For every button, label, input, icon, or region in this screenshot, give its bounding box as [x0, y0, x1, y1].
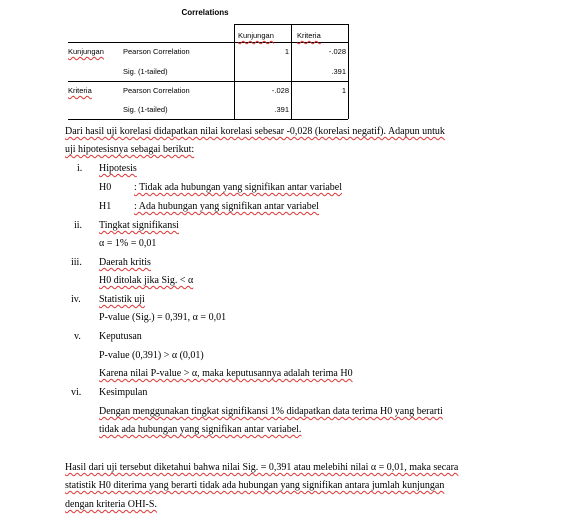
row-group-label: Kriteria: [68, 86, 92, 95]
table-cell: -.028: [328, 47, 346, 56]
table-cell: 1: [284, 47, 289, 56]
col-header-kriteria: Kriteria: [297, 31, 321, 40]
row-stat-label: Sig. (1-tailed): [123, 67, 168, 76]
final-paragraph-line-2: statistik H0 diterima yang berarti tidak ada hubungan yang signifikan antara jumlah kunjungan: [65, 480, 445, 491]
h0-text: : Tidak ada hubungan yang signifikan antar variabel: [134, 182, 343, 193]
table-cell: 1: [341, 86, 346, 95]
list-number: v.: [74, 331, 81, 342]
intro-line-2: uji hipotesisnya sebagai berikut:: [65, 144, 195, 155]
conclusion-line-2: tidak ada hubungan yang signifikan antar variabel.: [99, 424, 302, 435]
conclusion-line-1: Dengan menggunakan tingkat signifikansi 1% didapatkan data terima H0 yang berarti: [99, 406, 443, 417]
row-stat-label: Pearson Correlation: [123, 47, 190, 56]
section-title-signifikansi: Tingkat signifikansi: [99, 220, 179, 231]
row-group-label: Kunjungan: [68, 47, 104, 56]
list-number: iii.: [71, 257, 82, 268]
h1-label: H1: [99, 201, 112, 212]
table-cell: -.028: [271, 86, 289, 95]
row-stat-label: Sig. (1-tailed): [123, 105, 168, 114]
alpha-line: α = 1% = 0,01: [99, 238, 157, 249]
section-title-keputusan: Keputusan: [99, 331, 142, 342]
intro-line-1: Dari hasil uji korelasi didapatkan nilai korelasi sebesar -0,028 (korelasi negatif). Adapun untuk: [65, 126, 445, 137]
list-number: vi.: [71, 387, 82, 398]
table-cell: .391: [331, 67, 346, 76]
list-number: i.: [77, 163, 83, 174]
h1-text: : Ada hubungan yang signifikan antar variabel: [134, 201, 319, 212]
table-title: Correlations: [181, 8, 229, 17]
statistic-line: P-value (Sig.) = 0,391, α = 0,01: [99, 312, 227, 323]
section-title-daerah-kritis: Daerah kritis: [99, 257, 151, 268]
critical-region-line: H0 ditolak jika Sig. < α: [99, 275, 194, 286]
decision-line-2: Karena nilai P-value > α, maka keputusannya adalah terima H0: [99, 368, 353, 379]
final-paragraph-line-3: dengan kriteria OHI-S.: [65, 499, 157, 510]
section-title-hipotesis: Hipotesis: [99, 163, 137, 174]
list-number: iv.: [71, 294, 81, 305]
table-cell: .391: [274, 105, 289, 114]
list-number: ii.: [74, 220, 83, 231]
section-title-kesimpulan: Kesimpulan: [99, 387, 148, 398]
final-paragraph-line-1: Hasil dari uji tersebut diketahui bahwa nilai Sig. = 0,391 atau melebihi nilai α = 0,01, maka secara: [65, 462, 459, 473]
section-title-statistik: Statistik uji: [99, 294, 145, 305]
decision-line-1: P-value (0,391) > α (0,01): [99, 350, 204, 361]
col-header-kunjungan: Kunjungan: [238, 31, 274, 40]
h0-label: H0: [99, 182, 112, 193]
row-stat-label: Pearson Correlation: [123, 86, 190, 95]
